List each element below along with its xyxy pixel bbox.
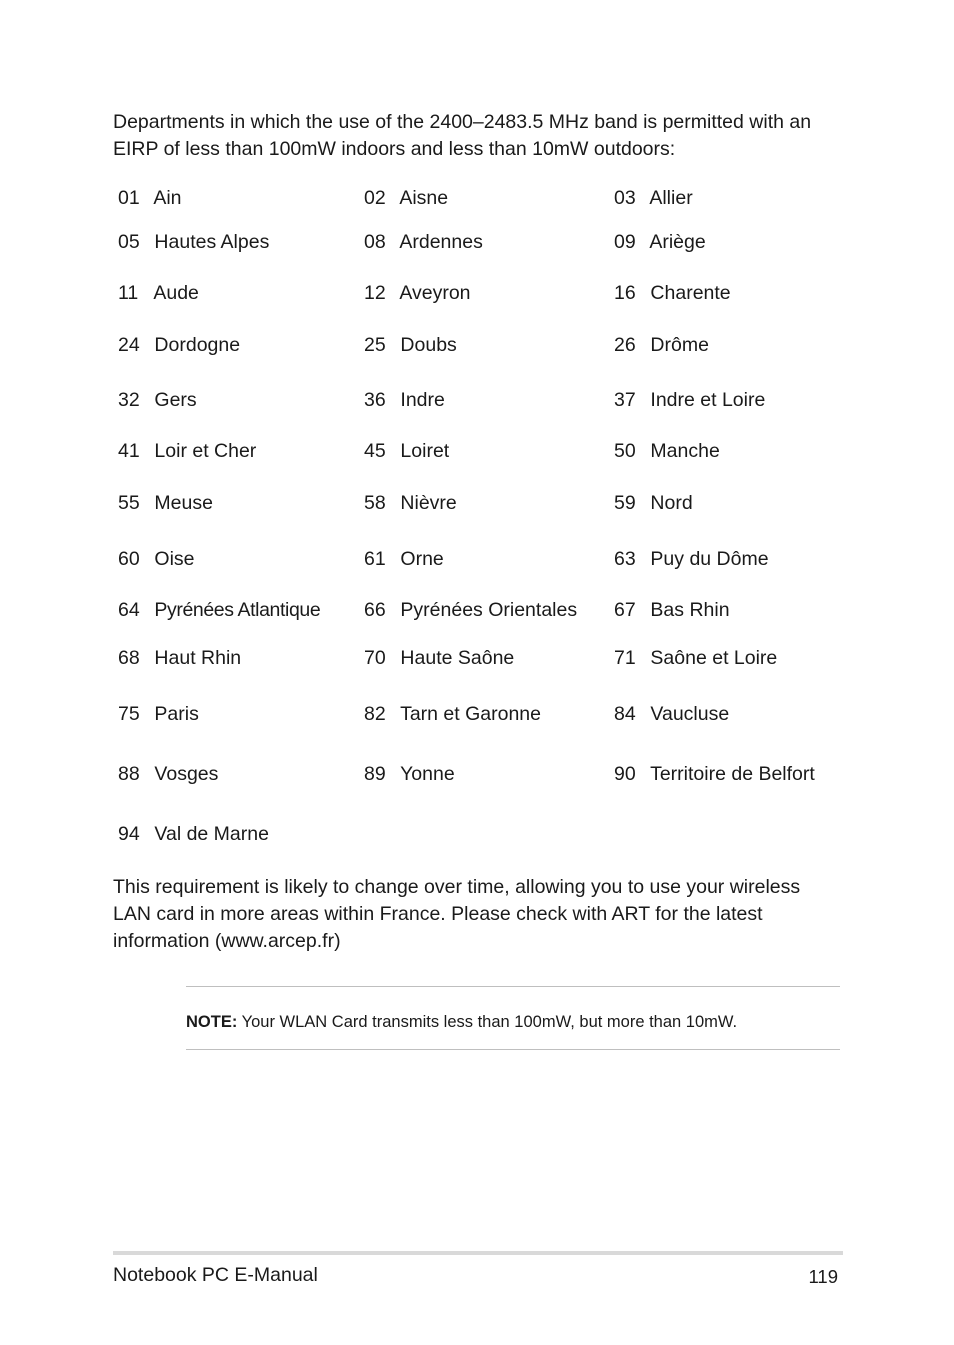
department-cell [364,387,445,413]
note-box [186,986,840,1050]
note-body: Your WLAN Card transmits less than 100mW, but more than 10mW. [237,1013,738,1031]
department-name: Loiret [400,440,450,462]
department-name: Haute Saône [400,647,515,669]
department-number: 75 [118,703,140,725]
department-name: Nord [650,492,693,514]
department-cell [614,185,693,211]
department-number: 36 [364,389,386,411]
department-cell [118,490,213,516]
department-number: 16 [614,282,636,304]
table-row [118,438,848,464]
department-cell [364,332,457,358]
department-name: Puy du Dôme [650,548,769,570]
department-name: Indre et Loire [650,389,766,411]
department-name: Manche [650,440,720,462]
department-number: 59 [614,492,636,514]
department-name: Aude [153,282,199,304]
department-cell [118,438,256,464]
department-number: 50 [614,440,636,462]
department-number: 11 [118,282,139,304]
department-cell [118,701,199,727]
footer-divider [113,1251,843,1255]
department-number: 03 [614,187,636,209]
department-name: Oise [154,548,195,570]
department-cell [614,332,709,358]
department-cell [614,490,693,516]
department-cell [614,597,730,623]
department-cell [364,546,444,572]
department-cell [118,821,269,847]
department-name: Ardennes [399,231,483,253]
department-name: Yonne [400,763,455,785]
department-cell [118,229,269,255]
department-name: Allier [649,187,693,209]
department-cell [118,280,199,306]
department-number: 08 [364,231,386,253]
department-number: 05 [118,231,140,253]
department-number: 24 [118,334,140,356]
department-name: Drôme [650,334,709,356]
department-number: 37 [614,389,636,411]
department-cell [118,597,320,623]
department-number: 41 [118,440,140,462]
note-label: NOTE: [186,1013,238,1031]
department-name: Ariège [649,231,706,253]
department-name: Meuse [154,492,213,514]
department-number: 68 [118,647,140,669]
department-cell [614,701,729,727]
table-row [118,490,848,516]
note-text [186,1011,737,1033]
table-row [118,185,848,211]
table-row [118,761,848,787]
department-number: 67 [614,599,636,621]
department-name: Pyrénées Atlantique [154,599,321,621]
department-number: 58 [364,492,386,514]
department-number: 01 [118,187,140,209]
department-cell [364,761,455,787]
department-cell [118,761,218,787]
department-cell [118,387,197,413]
department-name: Indre [400,389,445,411]
table-row [118,597,848,623]
department-number: 71 [614,647,636,669]
department-name: Nièvre [400,492,457,514]
table-row [118,546,848,572]
department-number: 60 [118,548,140,570]
department-number: 84 [614,703,636,725]
department-cell [364,438,449,464]
page-number: 119 [808,1266,838,1287]
department-number: 63 [614,548,636,570]
department-number: 66 [364,599,386,621]
department-name: Vaucluse [650,703,730,725]
department-number: 32 [118,389,140,411]
table-row [118,387,848,413]
department-name: Loir et Cher [154,440,257,462]
department-number: 25 [364,334,386,356]
department-name: Val de Marne [154,823,269,845]
department-name: Aisne [399,187,449,209]
department-name: Territoire de Belfort [650,763,815,785]
table-row [118,229,848,255]
department-name: Gers [154,389,197,411]
footer-title: Notebook PC E-Manual [113,1264,318,1286]
department-name: Orne [400,548,444,570]
department-number: 88 [118,763,140,785]
department-cell [614,438,720,464]
table-row [118,332,848,358]
department-number: 70 [364,647,386,669]
table-row [118,645,848,671]
department-number: 64 [118,599,140,621]
department-cell [364,645,514,671]
department-number: 55 [118,492,140,514]
department-name: Vosges [154,763,219,785]
department-name: Paris [154,703,199,725]
department-cell [614,546,769,572]
department-cell [614,645,777,671]
table-row [118,701,848,727]
department-name: Dordogne [154,334,241,356]
department-cell [118,645,241,671]
department-cell [364,185,448,211]
department-number: 90 [614,763,636,785]
department-cell [118,546,195,572]
department-cell [614,387,765,413]
table-row [118,821,848,847]
department-cell [118,332,240,358]
department-name: Charente [650,282,731,304]
department-number: 61 [364,548,386,570]
department-name: Ain [153,187,182,209]
department-cell [614,280,731,306]
table-row [118,280,848,306]
department-cell [118,185,182,211]
department-cell [614,761,815,787]
department-name: Hautes Alpes [154,231,270,253]
department-number: 12 [364,282,386,304]
department-name: Bas Rhin [650,599,730,621]
department-name: Tarn et Garonne [400,703,541,725]
department-number: 09 [614,231,636,253]
closing-paragraph: This requirement is likely to change over time, allowing you to use your wireless LAN card in more areas within France. Please check with ART for the latest information (www.arcep.fr) [113,876,801,952]
department-number: 89 [364,763,386,785]
department-cell [364,280,471,306]
department-cell [364,701,541,727]
department-name: Aveyron [399,282,471,304]
department-number: 02 [364,187,386,209]
intro-paragraph: Departments in which the use of the 2400–2483.5 MHz band is permitted with an EIRP of less than 100mW indoors and less than 10mW outdoors: [113,111,812,160]
department-cell [364,490,457,516]
department-number: 82 [364,703,386,725]
department-cell [614,229,706,255]
department-name: Saône et Loire [650,647,778,669]
department-name: Haut Rhin [154,647,242,669]
department-number: 94 [118,823,140,845]
department-name: Doubs [400,334,457,356]
department-number: 26 [614,334,636,356]
department-number: 45 [364,440,386,462]
department-cell [364,229,483,255]
department-name: Pyrénées Orientales [400,599,578,621]
department-cell [364,597,577,623]
